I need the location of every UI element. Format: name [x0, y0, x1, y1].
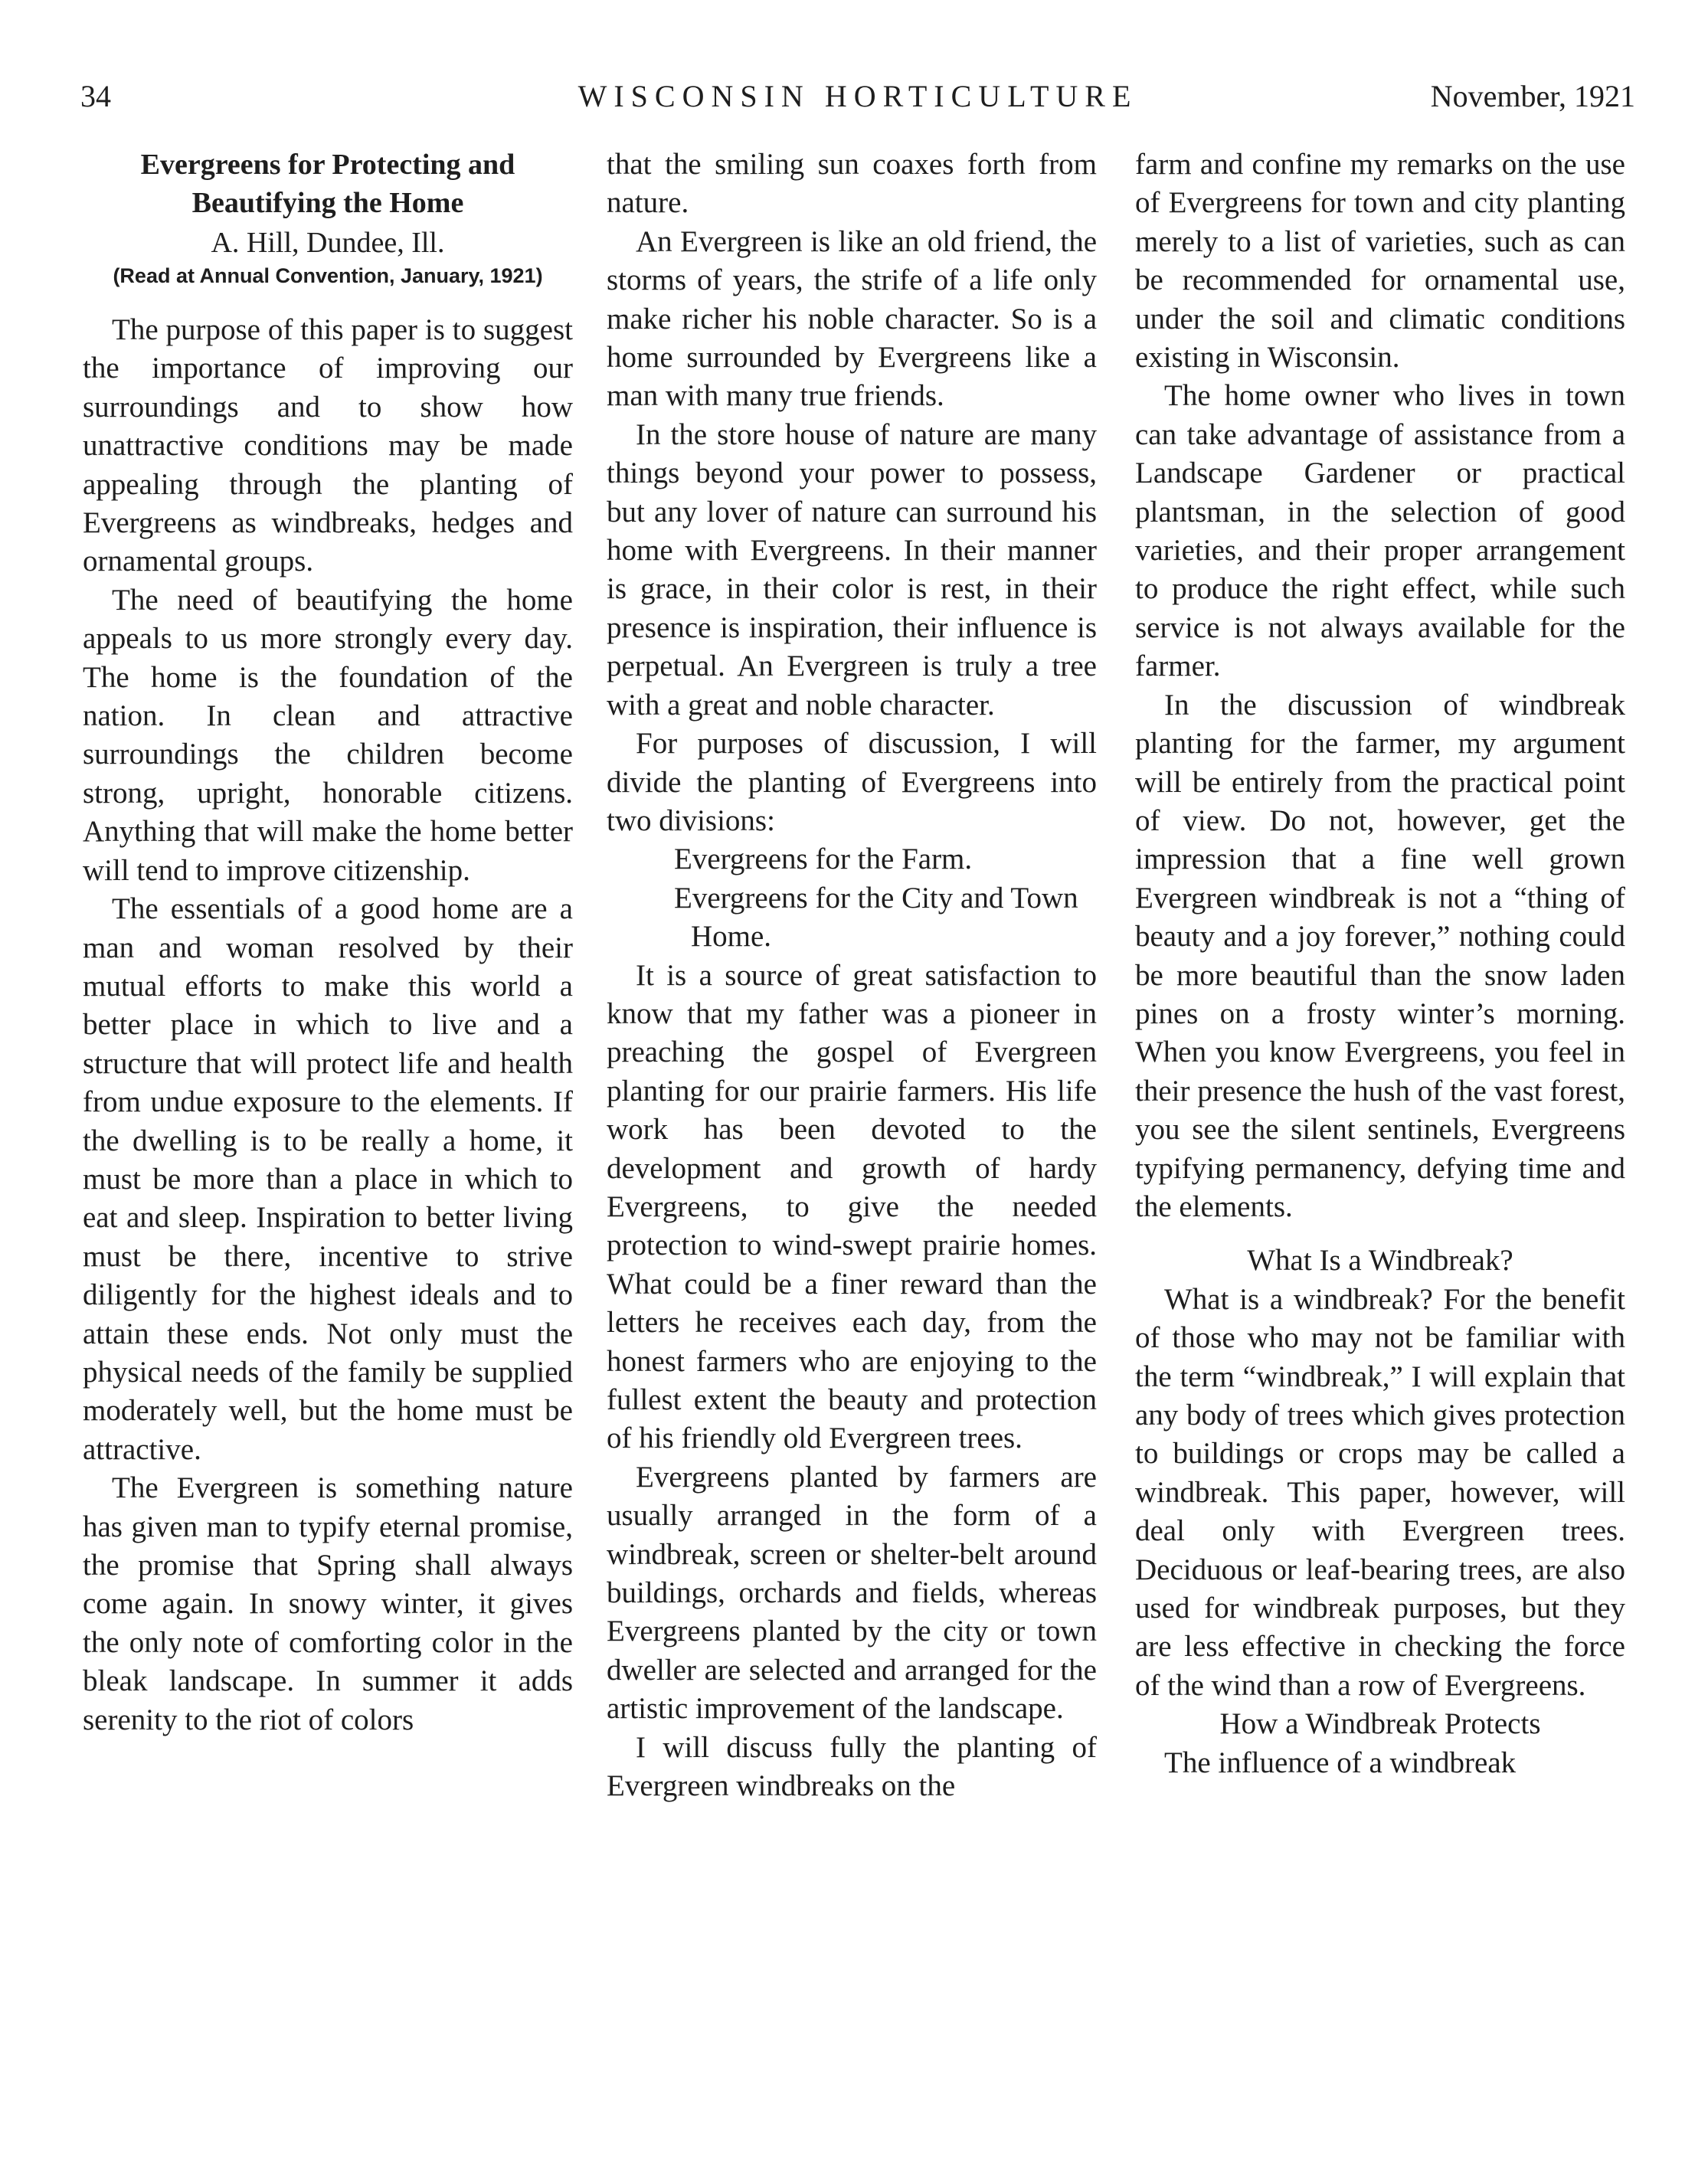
paragraph: In the store house of nature are many things beyond your power to possess, but any lover of nature can surround his home with Evergreens. In their manner is grace, in their color is rest, in their presence is inspiration, their influence is perpetual. An Evergreen is truly a tree with a great and noble character.: [607, 417, 1097, 722]
issue-date: November, 1921: [1430, 79, 1635, 113]
list-item: Evergreens for the Farm.: [674, 843, 973, 876]
paragraph: The essentials of a good home are a man and woman resolved by their mutual efforts to make this world a better place in which to live and a structure that will protect life and health from undue exposure to the elements. If the dwelling is to be really a home, it must be more than a place in which to eat and sleep. Inspiration to better living must be there, incentive to strive diligently for the highest ideals and to attain these ends. Not only must the physical needs of the family be supplied moderately well, but the home must be attractive.: [83, 892, 573, 1466]
page-number: 34: [80, 79, 111, 113]
paragraph: The Evergreen is something nature has given man to typify eternal promise, the promise that Spring shall always come again. In snowy winter, it gives the only note of comforting color in the bleak landscape. In summer it adds serenity to the riot of colors: [83, 1471, 573, 1736]
section-heading: What Is a Windbreak?: [1247, 1244, 1513, 1278]
paragraph: The need of beautifying the home appeals to us more strongly every day. The home is the foundation of the nation. In clean and attractive surroundings the children become strong, upright, honorable citizens. Anything that will make the home better will tend to improve citizenship.: [83, 583, 573, 887]
column-3: [1135, 146, 1625, 1782]
paragraph: The home owner who lives in town can take advantage of assistance from a Landscape Gardener or practical plantsman, in the selection of good varieties, and their proper arrangement to produce the right effect, while such service is not always available for the farmer.: [1135, 379, 1625, 683]
paragraph: The influence of a windbreak: [1164, 1746, 1517, 1779]
paragraph: What is a windbreak? For the benefit of those who may not be familiar with the term “windbreak,” I will explain that any body of trees which gives protection to buildings or crops may be called a windbreak. This paper, however, will deal only with Evergreen trees. Deciduous or leaf-bearing trees, are also used for windbreak purposes, but they are less effective in checking the force of the wind than a row of Evergreens.: [1135, 1282, 1625, 1702]
paragraph: An Evergreen is like an old friend, the storms of years, the strife of a life only make richer his noble character. So is a home surrounded by Evergreens like a man with many true friends.: [607, 224, 1097, 413]
column-1: [83, 146, 573, 1739]
paragraph: I will discuss fully the planting of Evergreen windbreaks on the: [607, 1730, 1097, 1803]
article-title: Evergreens for Protecting and Beautifying the Home: [140, 149, 515, 219]
article-author: A. Hill, Dundee, Ill.: [211, 227, 445, 259]
section-heading: How a Windbreak Protects: [1219, 1707, 1541, 1741]
list-item: Evergreens for the City and Town Home.: [674, 881, 1078, 954]
paragraph: Evergreens planted by farmers are usually arranged in the form of a windbreak, screen or shelter-belt around buildings, orchards and fields, whereas Evergreens planted by the city or town dweller are selected and arranged for the artistic improvement of the landscape.: [607, 1460, 1097, 1726]
paragraph-continuation: farm and confine my remarks on the use of Evergreens for town and city planting merely to a list of varieties, such as can be recommended for ornamental use, under the soil and climatic conditions existing in Wisconsin.: [1135, 148, 1625, 375]
paragraph-continuation: that the smiling sun coaxes forth from nature.: [607, 148, 1097, 220]
paragraph: In the discussion of windbreak planting for the farmer, my argument will be entirely from the practical point of view. Do not, however, get the impression that a fine well grown Evergreen windbreak is not a “thing of beauty and a joy forever,” nothing could be more beautiful than the snow laden pines on a frosty winter’s morning. When you know Evergreens, you feel in their presence the hush of the vast forest, you see the silent sentinels, Evergreens typifying permanency, defying time and the elements.: [1135, 688, 1625, 1223]
paragraph: It is a source of great satisfaction to know that my father was a pioneer in preaching the gospel of Evergreen planting for our prairie farmers. His life work has been devoted to the development and growth of hardy Evergreens, to give the needed protection to wind-swept prairie homes. What could be a finer reward than the letters he receives each day, from the honest farmers who are enjoying to the fullest extent the beauty and protection of his friendly old Evergreen trees.: [607, 958, 1097, 1455]
column-2: [607, 146, 1097, 1805]
article-note: (Read at Annual Convention, January, 1921): [113, 264, 543, 287]
magazine-title: WISCONSIN HORTICULTURE: [578, 79, 1138, 113]
page-header: [80, 74, 1635, 119]
divisions-list: [607, 840, 1097, 956]
paragraph: For purposes of discussion, I will divide the planting of Evergreens into two divisions:: [607, 727, 1097, 837]
paragraph: The purpose of this paper is to suggest the importance of improving our surroundings and to show how unattractive conditions may be made appealing through the planting of Evergreens as windbreaks, hedges and ornamental groups.: [83, 313, 573, 578]
